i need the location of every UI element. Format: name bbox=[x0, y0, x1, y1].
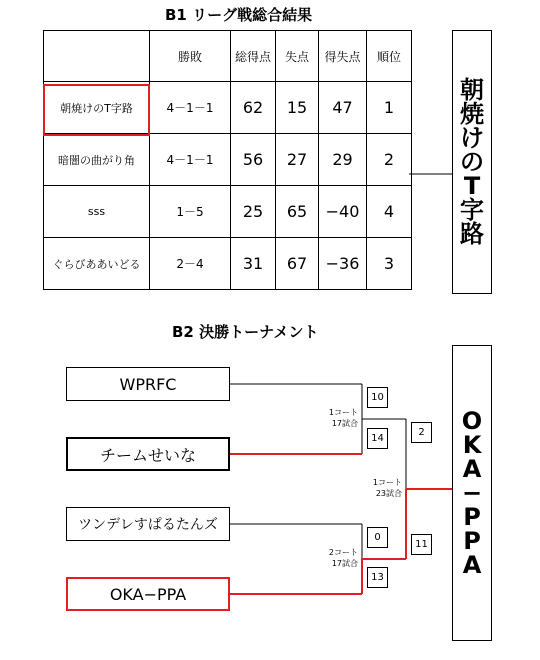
score-final-bottom: 11 bbox=[411, 534, 432, 555]
league-title: B1 リーグ戦総合結果 bbox=[165, 6, 313, 24]
match-note-final bbox=[373, 477, 402, 499]
points-against: 65 bbox=[276, 186, 319, 238]
tournament-winner-char: P bbox=[463, 503, 481, 531]
record: 2－4 bbox=[150, 238, 231, 290]
match-note-semi2 bbox=[329, 547, 358, 569]
rank: 1 bbox=[367, 82, 412, 134]
score-tsundere: 0 bbox=[367, 527, 388, 548]
note-game: 17試合 bbox=[331, 559, 358, 568]
points-against: 15 bbox=[276, 82, 319, 134]
tournament-winner-char: A bbox=[462, 551, 482, 579]
team-box-wprfc: WPRFC bbox=[66, 367, 230, 401]
header-diff: 得失点 bbox=[319, 31, 367, 82]
league-winner-char: 朝 bbox=[460, 76, 484, 104]
point-diff: 29 bbox=[319, 134, 367, 186]
tournament-winner-char: O bbox=[461, 407, 483, 435]
record: 1－5 bbox=[150, 186, 231, 238]
league-winner-char: の bbox=[460, 148, 484, 176]
header-record: 勝敗 bbox=[150, 31, 231, 82]
record: 4－1－1 bbox=[150, 82, 231, 134]
score-final-top: 2 bbox=[411, 422, 432, 443]
tournament-winner-box bbox=[452, 345, 492, 641]
tournament-winner-char: P bbox=[463, 527, 481, 555]
team-name: sss bbox=[44, 186, 150, 238]
league-winner-box bbox=[452, 30, 492, 294]
score-okappa: 13 bbox=[367, 567, 388, 588]
point-diff: 47 bbox=[319, 82, 367, 134]
league-winner-char: 焼 bbox=[460, 100, 484, 128]
team-box-tsundere: ツンデレすぱるたんズ bbox=[66, 507, 230, 541]
team-box-seina: チームせいな bbox=[66, 437, 230, 471]
rank: 2 bbox=[367, 134, 412, 186]
tournament-winner-char: A bbox=[462, 455, 482, 483]
note-game: 23試合 bbox=[375, 489, 402, 498]
rank: 3 bbox=[367, 238, 412, 290]
points-against: 27 bbox=[276, 134, 319, 186]
note-court: 1コート bbox=[372, 478, 402, 487]
tournament-winner-char: − bbox=[461, 479, 483, 507]
score-seina: 14 bbox=[367, 428, 388, 449]
record: 4－1－1 bbox=[150, 134, 231, 186]
team-name: 暗闇の曲がり角 bbox=[44, 134, 150, 186]
tournament-winner-char: K bbox=[462, 431, 482, 459]
team-name: ぐらびああいどる bbox=[44, 238, 150, 290]
note-court: 1コート bbox=[328, 408, 358, 417]
points-for: 25 bbox=[231, 186, 276, 238]
header-rank: 順位 bbox=[367, 31, 412, 82]
header-points-against: 失点 bbox=[276, 31, 319, 82]
league-winner-char: 路 bbox=[460, 220, 484, 248]
points-for: 31 bbox=[231, 238, 276, 290]
point-diff: −40 bbox=[319, 186, 367, 238]
league-winner-char: 字 bbox=[460, 196, 484, 224]
score-wprfc: 10 bbox=[367, 387, 388, 408]
note-game: 17試合 bbox=[331, 419, 358, 428]
team-name: 朝焼けのT字路 bbox=[44, 82, 150, 134]
note-court: 2コート bbox=[328, 548, 358, 557]
points-for: 56 bbox=[231, 134, 276, 186]
rank: 4 bbox=[367, 186, 412, 238]
league-winner-char: T bbox=[463, 172, 481, 200]
points-for: 62 bbox=[231, 82, 276, 134]
match-note-semi1 bbox=[329, 407, 358, 429]
tournament-title: B2 決勝トーナメント bbox=[172, 323, 319, 341]
league-winner-char: け bbox=[460, 124, 484, 152]
points-against: 67 bbox=[276, 238, 319, 290]
team-box-okappa: OKA−PPA bbox=[66, 577, 230, 611]
point-diff: −36 bbox=[319, 238, 367, 290]
header-points-for: 総得点 bbox=[231, 31, 276, 82]
